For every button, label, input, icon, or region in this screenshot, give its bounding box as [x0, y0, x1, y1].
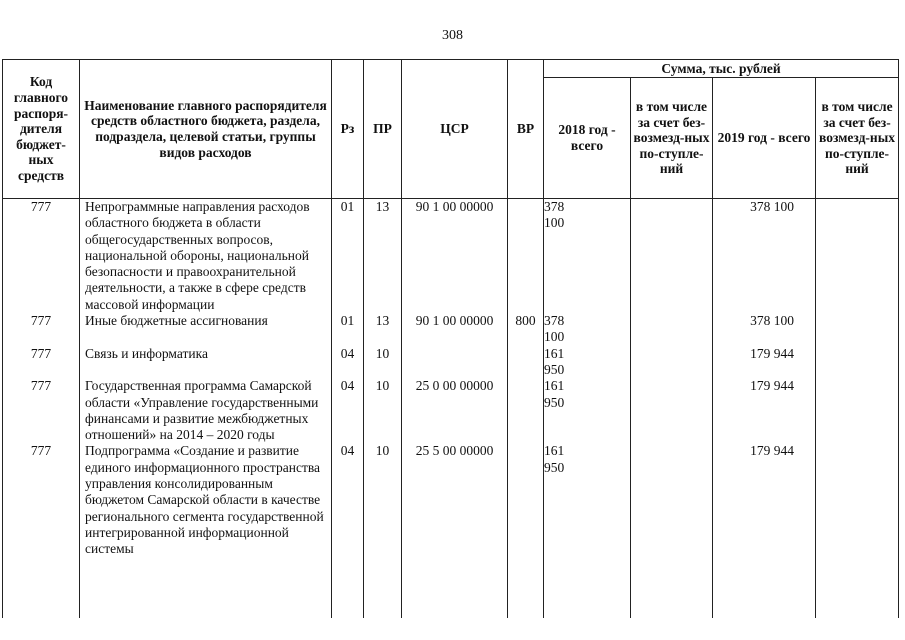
- spacer-cell: [3, 558, 80, 618]
- cell-vr: [508, 346, 544, 379]
- header-2019-total: 2019 год - всего: [713, 78, 816, 199]
- cell-2018-total: 378 100: [544, 199, 631, 314]
- table-body: [3, 199, 899, 618]
- header-name: Наименование главного распорядителя средств областного бюджета, раздела, подраздела, целевой статьи, группы видов расходов: [80, 60, 332, 199]
- cell-vr: 800: [508, 313, 544, 346]
- cell-csr: 90 1 00 00000: [402, 199, 508, 314]
- header-code: Код главного распоря-дителя бюджет-ных средств: [3, 60, 80, 199]
- cell-pr: 13: [364, 199, 402, 314]
- cell-name: Подпрограмма «Создание и развитие единого информационного пространства управления консолидированным бюджетом Самарской области в качестве регионального сегмента государственной интегрированной информационной системы: [80, 443, 332, 557]
- cell-code: 777: [3, 378, 80, 443]
- cell-csr: 25 0 00 00000: [402, 378, 508, 443]
- cell-vr: [508, 443, 544, 557]
- budget-table: [2, 59, 899, 618]
- cell-2019-incl: [816, 313, 899, 346]
- spacer-cell: [332, 558, 364, 618]
- header-sum: Сумма, тыс. рублей: [544, 60, 899, 78]
- cell-rz: 04: [332, 346, 364, 379]
- cell-2018-incl: [631, 313, 713, 346]
- header-vr: ВР: [508, 60, 544, 199]
- cell-vr: [508, 378, 544, 443]
- cell-csr: [402, 346, 508, 379]
- cell-2019-total: 179 944: [713, 378, 816, 443]
- spacer-cell: [713, 558, 816, 618]
- cell-pr: 13: [364, 313, 402, 346]
- cell-name: Связь и информатика: [80, 346, 332, 379]
- cell-code: 777: [3, 346, 80, 379]
- cell-2018-incl: [631, 378, 713, 443]
- cell-2019-total: 179 944: [713, 346, 816, 379]
- cell-2019-total: 378 100: [713, 199, 816, 314]
- page-number: 308: [442, 28, 463, 43]
- cell-2018-total: 161 950: [544, 443, 631, 557]
- cell-pr: 10: [364, 378, 402, 443]
- spacer-cell: [631, 558, 713, 618]
- spacer-cell: [508, 558, 544, 618]
- cell-2019-incl: [816, 443, 899, 557]
- cell-name: Непрограммные направления расходов областного бюджета в области общегосударственных вопросов, национальной обороны, национальной безопасности и правоохранительной деятельности, а также в сфере средств массовой информации: [80, 199, 332, 314]
- cell-name: Иные бюджетные ассигнования: [80, 313, 332, 346]
- header-2019-incl: в том числе за счет без-возмезд-ных по-ступле-ний: [816, 78, 899, 199]
- table-row: [3, 346, 899, 379]
- cell-rz: 01: [332, 199, 364, 314]
- spacer-cell: [816, 558, 899, 618]
- cell-name: Государственная программа Самарской области «Управление государственными финансами и развитие межбюджетных отношений» на 2014 – 2020 годы: [80, 378, 332, 443]
- table-row: [3, 378, 899, 443]
- cell-pr: 10: [364, 346, 402, 379]
- header-2018-incl: в том числе за счет без-возмезд-ных по-ступле-ний: [631, 78, 713, 199]
- header-2018-total: 2018 год - всего: [544, 78, 631, 199]
- cell-2019-incl: [816, 378, 899, 443]
- cell-2018-total: 161 950: [544, 346, 631, 379]
- spacer-cell: [364, 558, 402, 618]
- cell-pr: 10: [364, 443, 402, 557]
- cell-rz: 04: [332, 443, 364, 557]
- spacer-cell: [544, 558, 631, 618]
- cell-2018-incl: [631, 346, 713, 379]
- cell-code: 777: [3, 313, 80, 346]
- cell-csr: 90 1 00 00000: [402, 313, 508, 346]
- cell-code: 777: [3, 199, 80, 314]
- cell-2019-incl: [816, 346, 899, 379]
- cell-2018-incl: [631, 199, 713, 314]
- cell-rz: 01: [332, 313, 364, 346]
- table-row: [3, 199, 899, 314]
- cell-2018-total: 161 950: [544, 378, 631, 443]
- header-csr: ЦСР: [402, 60, 508, 199]
- cell-2019-incl: [816, 199, 899, 314]
- header-pr: ПР: [364, 60, 402, 199]
- cell-vr: [508, 199, 544, 314]
- cell-2018-total: 378 100: [544, 313, 631, 346]
- header-rz: Рз: [332, 60, 364, 199]
- spacer-cell: [80, 558, 332, 618]
- cell-rz: 04: [332, 378, 364, 443]
- spacer-cell: [402, 558, 508, 618]
- cell-code: 777: [3, 443, 80, 557]
- cell-csr: 25 5 00 00000: [402, 443, 508, 557]
- table-row: [3, 313, 899, 346]
- table-row: [3, 443, 899, 557]
- cell-2018-incl: [631, 443, 713, 557]
- cell-2019-total: 179 944: [713, 443, 816, 557]
- table-spacer-row: [3, 558, 899, 618]
- cell-2019-total: 378 100: [713, 313, 816, 346]
